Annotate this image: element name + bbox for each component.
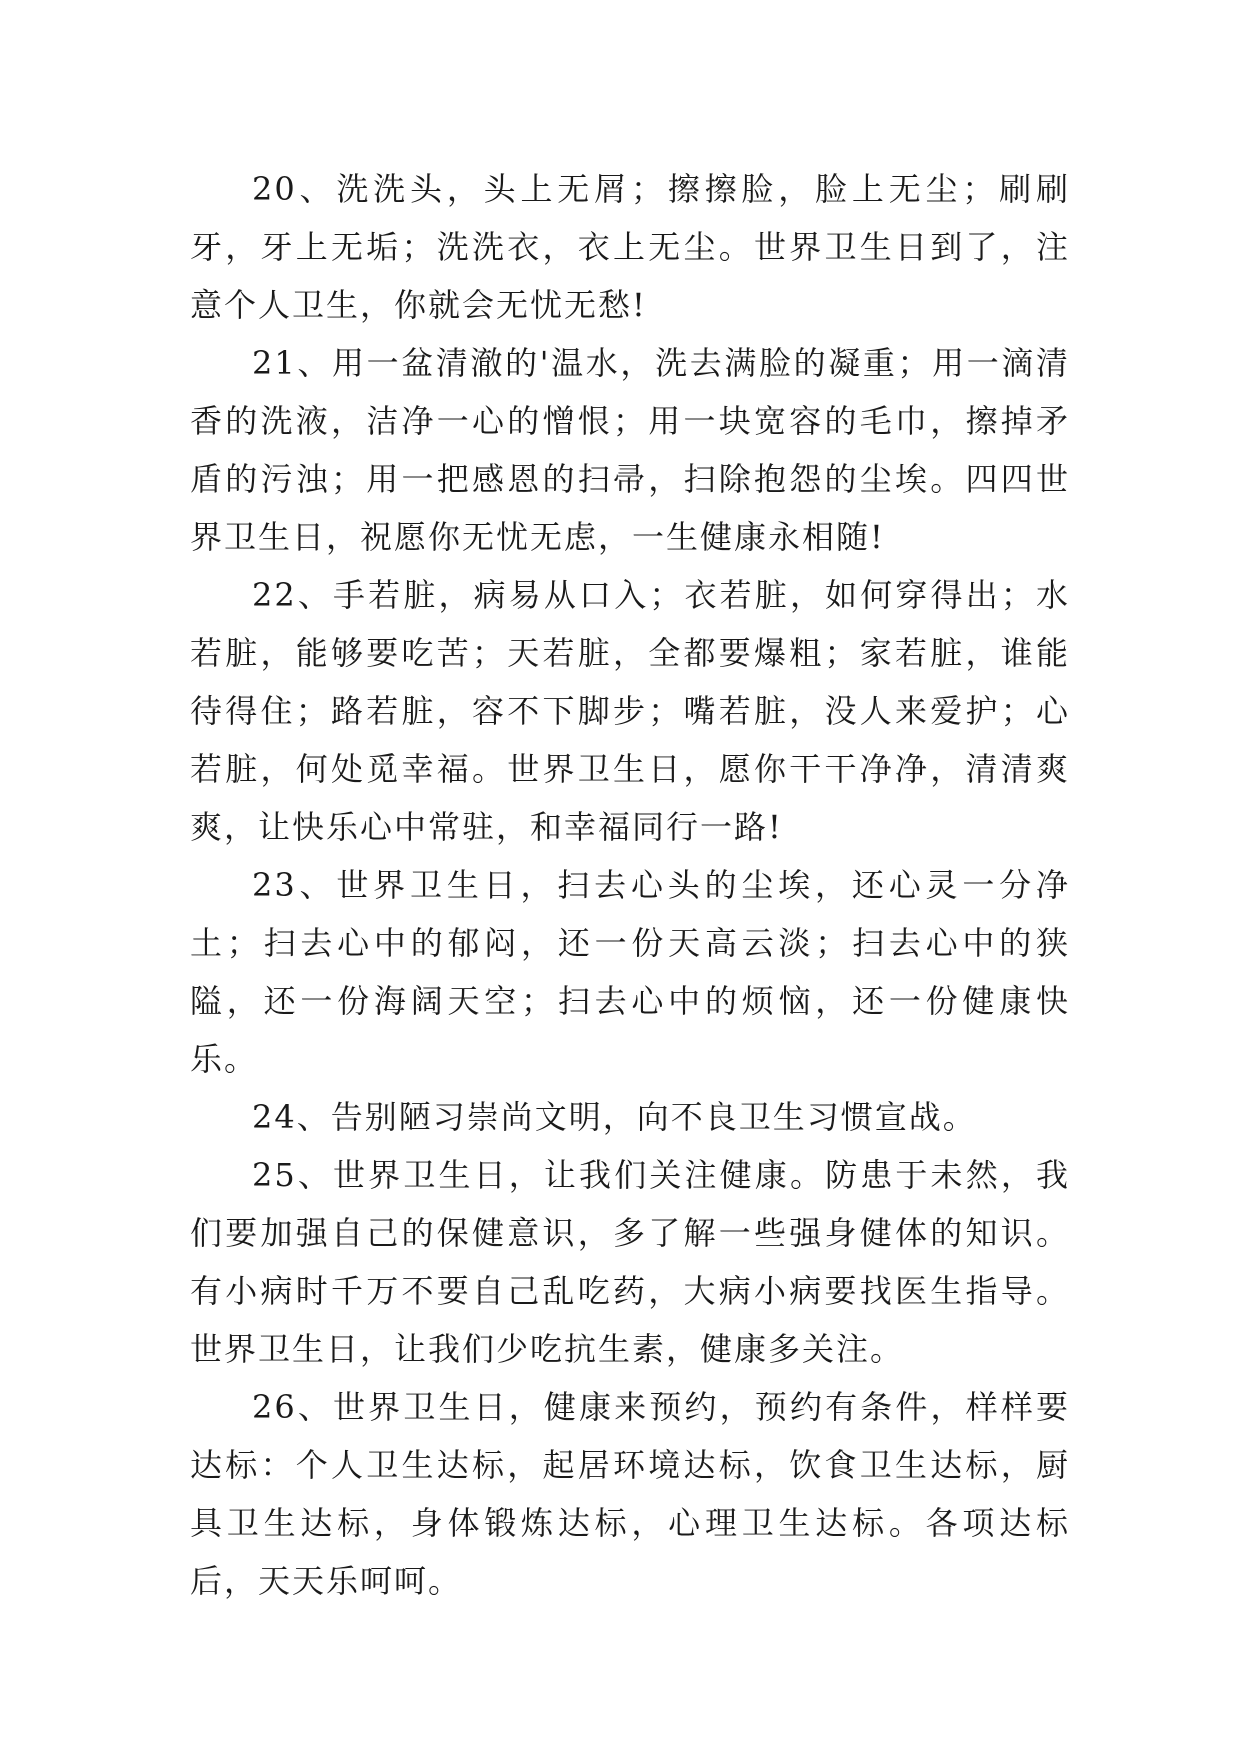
paragraph-22: 22、手若脏，病易从口入；衣若脏，如何穿得出；水若脏，能够要吃苦；天若脏，全都要爆粗；家若脏，谁能待得住；路若脏，容不下脚步；嘴若脏，没人来爱护；心若脏，何处觅幸福。世界卫生日，愿你干干净净，清清爽爽，让快乐心中常驻，和幸福同行一路! [190,576,1070,846]
paragraph-26: 26、世界卫生日，健康来预约，预约有条件，样样要达标：个人卫生达标，起居环境达标，饮食卫生达标，厨具卫生达标，身体锻炼达标，心理卫生达标。各项达标后，天天乐呵呵。 [190,1388,1070,1600]
paragraph-21: 21、用一盆清澈的'温水，洗去满脸的凝重；用一滴清香的洗液，洁净一心的憎恨；用一块宽容的毛巾，擦掉矛盾的污浊；用一把感恩的扫帚，扫除抱怨的尘埃。四四世界卫生日，祝愿你无忧无虑，一生健康永相随! [190,344,1070,556]
document-body [190,160,1070,1610]
paragraph-23: 23、世界卫生日，扫去心头的尘埃，还心灵一分净土；扫去心中的郁闷，还一份天高云淡；扫去心中的狭隘，还一份海阔天空；扫去心中的烦恼，还一份健康快乐。 [190,866,1070,1078]
paragraph-20: 20、洗洗头，头上无屑；擦擦脸，脸上无尘；刷刷牙，牙上无垢；洗洗衣，衣上无尘。世界卫生日到了，注意个人卫生，你就会无忧无愁! [190,170,1070,324]
paragraph-25: 25、世界卫生日，让我们关注健康。防患于未然，我们要加强自己的保健意识，多了解一些强身健体的知识。有小病时千万不要自己乱吃药，大病小病要找医生指导。世界卫生日，让我们少吃抗生素，健康多关注。 [190,1156,1070,1368]
paragraph-24: 24、告别陋习崇尚文明，向不良卫生习惯宣战。 [252,1098,977,1136]
